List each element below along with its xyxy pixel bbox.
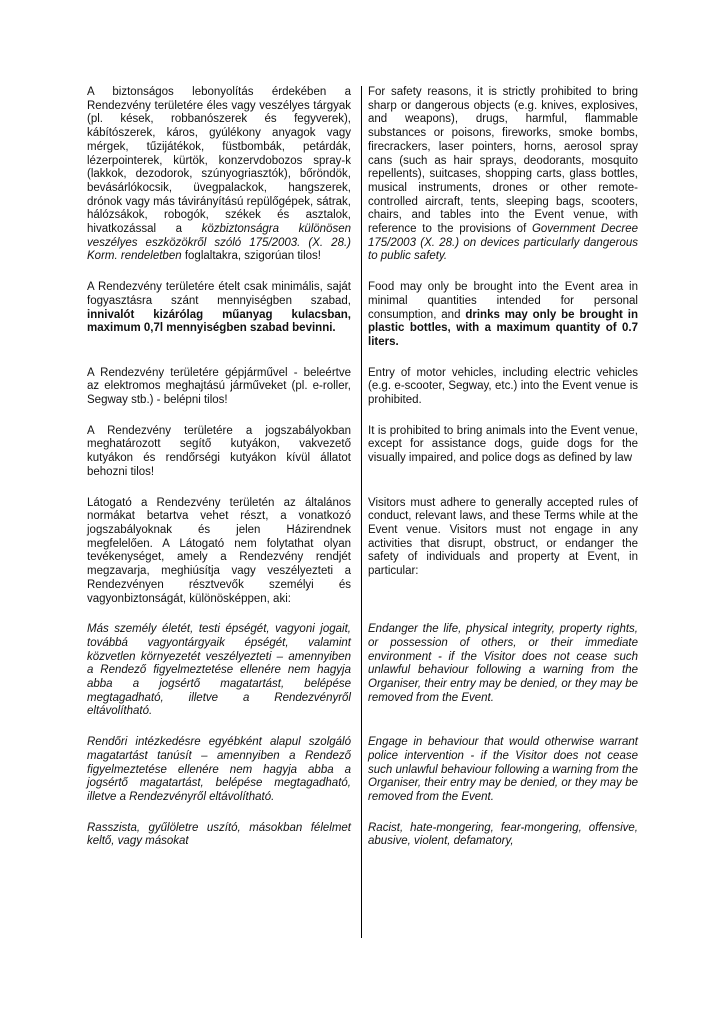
paragraph-prohibited-items-hu: A biztonságos lebonyolítás érdekében a Rendezvény területére éles vagy veszélyes tárgyak (pl. kések, robbanószerek és fegyverek), kábítószerek, káros, gyúlékony anyagok vagy mérgek, tűzijátékok, füstbombák, petárdák, lézerpointerek, kürtök, konzervdobozos spray-k (lakkok, dezodorok, szúnyogriasztók), bőröndök, bevásárlókocsik, üvegpalackok, hangszerek, drónok vagy más távirányítású repülőgépek, sátrak, hálózsákok, robogók, székek és asztalok, hivatkozással a közbiztonságra különösen veszélyes eszközökről szóló 175/2003. (X. 28.) Korm. rendeletben foglaltakra, szigorúan tilos!: [87, 86, 351, 263]
paragraph-racist-behaviour-en: Racist, hate-mongering, fear-mongering, offensive, abusive, violent, defamatory,: [368, 821, 638, 848]
english-column: [362, 497, 638, 624]
paragraph-police-intervention-hu: Rendőri intézkedésre egyébként alapul szolgáló magatartást tanúsít – amennyiben a Rendező figyelmeztetése ellenére nem hagyja abba a jogsértő magatartást, belépése megtagadható, illetve a Rendezvényről eltávolítható.: [87, 736, 351, 803]
english-column: [362, 736, 638, 822]
english-column: [362, 367, 638, 425]
section-food-drinks: [87, 281, 638, 367]
paragraph-endanger-others-en: Endanger the life, physical integrity, property rights, or possession of others, or their immediate environment - if the Visitor does not cease such unlawful behaviour following a warning from the Organiser, their entry may be denied, or they may be removed from the Event.: [368, 623, 638, 704]
paragraph-police-intervention-en: Engage in behaviour that would otherwise warrant police intervention - if the Visitor does not cease such unlawful behaviour following a warning from the Organiser, their entry may be denied, or they may be removed from the Event.: [368, 736, 638, 803]
hungarian-column: [87, 425, 362, 497]
section-racist-behaviour: [87, 822, 638, 938]
rules-document: [87, 86, 638, 938]
section-endanger-others: [87, 623, 638, 736]
section-animals: [87, 425, 638, 497]
hungarian-column: [87, 281, 362, 367]
section-vehicles: [87, 367, 638, 425]
english-column: [362, 281, 638, 367]
english-column: [362, 425, 638, 497]
paragraph-food-drinks-en: Food may only be brought into the Event area in minimal quantities intended for personal consumption, and drinks may only be brought in plastic bottles, with a maximum quantity of 0.7 liters.: [368, 281, 638, 348]
english-column: [362, 86, 638, 281]
section-conduct: [87, 497, 638, 624]
paragraph-animals-hu: A Rendezvény területére a jogszabályokban meghatározott segítő kutyákon, vakvezető kutyákon és rendőrségi kutyákon kívül állatot behozni tilos!: [87, 424, 351, 478]
hungarian-column: [87, 623, 362, 736]
section-prohibited-items: [87, 86, 638, 281]
hungarian-column: [87, 736, 362, 822]
english-column: [362, 623, 638, 736]
paragraph-prohibited-items-en: For safety reasons, it is strictly prohibited to bring sharp or dangerous objects (e.g. knives, explosives, and weapons), drugs, harmful, flammable substances or poisons, fireworks, smoke bombs, firecrackers, laser pointers, horns, aerosol spray cans (such as hair sprays, deodorants, mosquito repellents), suitcases, shopping carts, glass bottles, musical instruments, drones or other remote-controlled aircraft, tents, sleeping bags, scooters, chairs, and tables into the Event venue, with reference to the provisions of Government Decree 175/2003 (X. 28.) on devices particularly dangerous to public safety.: [368, 86, 638, 263]
hungarian-column: [87, 497, 362, 624]
section-police-intervention: [87, 736, 638, 822]
paragraph-endanger-others-hu: Más személy életét, testi épségét, vagyoni jogait, továbbá vagyontárgyaik épségét, valamint közvetlen környezetét veszélyezteti – amennyiben a Rendező figyelmeztetése ellenére nem hagyja abba a jogsértő magatartást, belépése megtagadható, illetve a Rendezvényről eltávolítható.: [87, 623, 351, 718]
english-column: [362, 822, 638, 938]
hungarian-column: [87, 822, 362, 938]
paragraph-animals-en: It is prohibited to bring animals into the Event venue, except for assistance dogs, guide dogs for the visually impaired, and police dogs as defined by law: [368, 424, 638, 465]
paragraph-conduct-en: Visitors must adhere to generally accepted rules of conduct, relevant laws, and these Terms while at the Event venue. Visitors must not engage in any activities that disrupt, obstruct, or endanger the safety of individuals and property at Event, in particular:: [368, 496, 638, 578]
paragraph-vehicles-en: Entry of motor vehicles, including electric vehicles (e.g. e-scooter, Segway, etc.) into the Event venue is prohibited.: [368, 366, 638, 407]
paragraph-racist-behaviour-hu: Rasszista, gyűlöletre uszító, másokban félelmet keltő, vagy másokat: [87, 821, 351, 848]
hungarian-column: [87, 86, 362, 281]
hungarian-column: [87, 367, 362, 425]
paragraph-vehicles-hu: A Rendezvény területére gépjárművel - beleértve az elektromos meghajtású járműveket (pl. e-roller, Segway stb.) - belépni tilos!: [87, 366, 351, 407]
paragraph-food-drinks-hu: A Rendezvény területére ételt csak minimális, saját fogyasztásra szánt mennyiségben szabad, innivalót kizárólag műanyag kulacsban, maximum 0,7l mennyiségben szabad bevinni.: [87, 281, 351, 335]
paragraph-conduct-hu: Látogató a Rendezvény területén az általános normákat betartva vehet részt, a vonatkozó jogszabályoknak és jelen Házirendnek megfelelően. A Látogató nem folytathat olyan tevékenységet, amely a Rendezvény rendjét megzavarja, meghiúsítja vagy veszélyezteti a Rendezvényen résztvevők személyi és vagyonbiztonságát, különösképpen, aki:: [87, 496, 351, 605]
